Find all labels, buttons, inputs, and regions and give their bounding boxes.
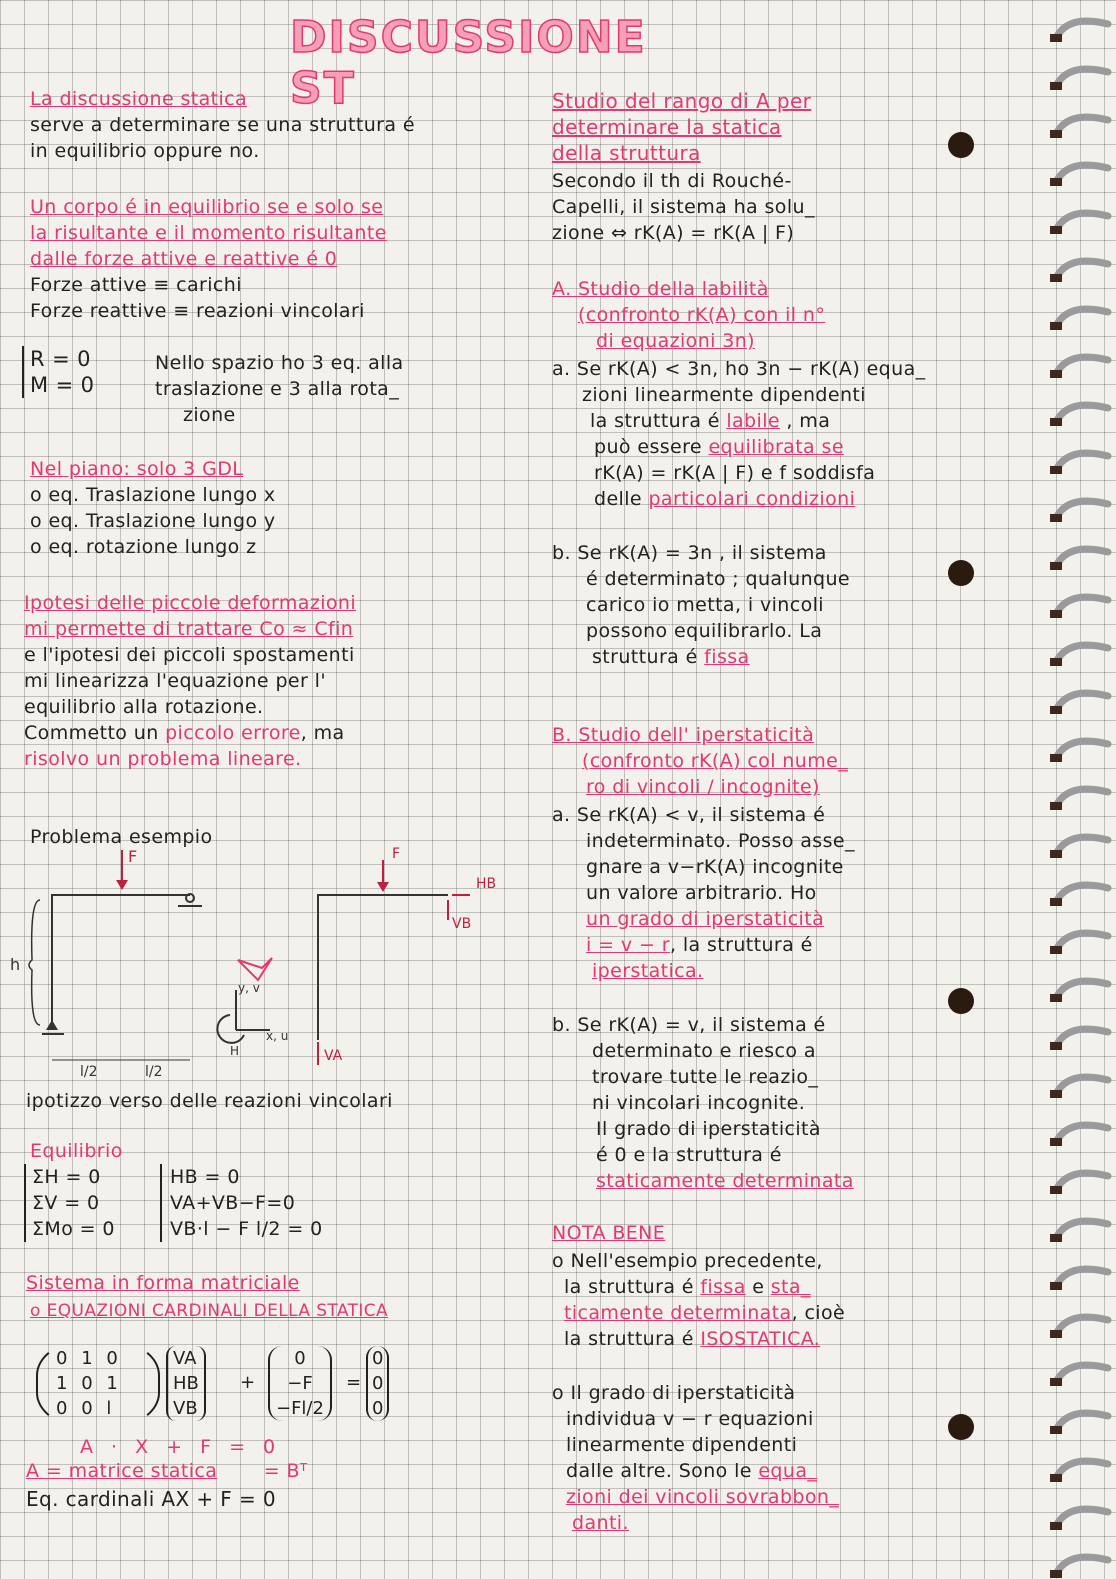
nota-bene-item-1: o Nell'esempio precedente, la struttura é fissa e sta_ ticamente determinata, cioè la struttura é ISOSTATICA.	[552, 1250, 846, 1350]
text-line: individua v − r equazioni	[566, 1408, 814, 1430]
plane-heading: Nel piano: solo 3 GDL	[30, 458, 244, 480]
force-label-2: F	[392, 846, 401, 862]
spiral-hole	[1050, 514, 1062, 522]
hyperstatic-case-b	[552, 1012, 972, 1194]
spiral-hole	[1050, 1282, 1062, 1290]
span-label-1: l/2	[80, 1064, 98, 1080]
spiral-coil	[1056, 837, 1108, 854]
vector-cell: VA	[173, 1348, 197, 1369]
hyperstatic-heading	[552, 722, 992, 800]
matrix-cell: 0	[81, 1398, 97, 1419]
text-line: ni vincolari incognite.	[592, 1092, 806, 1114]
spiral-coil	[1056, 645, 1108, 662]
text-span: equilibrata se	[708, 436, 844, 458]
binder-hole	[948, 560, 974, 586]
spiral-hole	[1050, 994, 1062, 1002]
page-title: DISCUSSIONE ST	[290, 12, 647, 114]
spiral-hole	[1050, 658, 1062, 666]
text-line: gnare a v−rK(A) incognite	[586, 856, 844, 878]
text-span: piccolo errore	[165, 722, 301, 744]
spiral-hole	[1050, 130, 1062, 138]
spiral-coil	[1056, 741, 1108, 758]
spiral-coil	[1056, 1029, 1108, 1046]
text-span: Nell'esempio precedente,	[570, 1250, 823, 1272]
spiral-hole	[1050, 898, 1062, 906]
static-discussion-block	[30, 86, 530, 164]
spiral-hole	[1050, 1234, 1062, 1242]
text-line: determinato e riesco a	[592, 1040, 816, 1062]
text-span: delle	[594, 488, 649, 510]
matrix-equation	[28, 1340, 388, 1430]
spiral-coil	[1056, 1557, 1108, 1574]
text-line: Ipotesi delle piccole deformazioni	[24, 592, 357, 614]
spiral-hole	[1050, 1522, 1062, 1530]
plane-section	[30, 456, 530, 560]
text-line: b. Se rK(A) = 3n , il sistema	[552, 542, 827, 564]
spiral-coil	[1056, 357, 1108, 374]
spiral-hole	[1050, 706, 1062, 714]
text-line: staticamente determinata	[596, 1170, 854, 1192]
spiral-hole	[1050, 1570, 1062, 1578]
hb-label: HB	[476, 876, 497, 892]
plus-sign: +	[240, 1372, 256, 1393]
transpose-label: = Bᵀ	[263, 1460, 308, 1482]
spiral-coil	[1056, 549, 1108, 566]
lability-case-a	[552, 356, 1012, 512]
text-span: particolari condizioni	[648, 488, 856, 510]
text-line: é determinato ; qualunque	[586, 568, 851, 590]
spiral-hole	[1050, 1186, 1062, 1194]
eq-r: R = 0	[22, 346, 142, 372]
text-line: zioni linearmente dipendenti	[582, 384, 866, 406]
spiral-coil	[1056, 309, 1108, 326]
spiral-hole	[1050, 1090, 1062, 1098]
equilibrium-definition	[30, 194, 530, 272]
text-line: Studio del rango di A per	[552, 89, 812, 113]
text-line: zione ⇔ rK(A) = rK(A | F)	[552, 222, 795, 244]
spiral-hole	[1050, 1474, 1062, 1482]
rank-heading	[552, 88, 992, 166]
text-line: carico io metta, i vincoli	[586, 594, 824, 616]
spiral-coil	[1056, 981, 1108, 998]
binder-hole	[948, 1414, 974, 1440]
text-line: ro di vincoli / incognite)	[586, 776, 820, 798]
spiral-coil	[1056, 117, 1108, 134]
text-line: in equilibrio oppure no.	[30, 140, 260, 162]
structure-figure	[0, 840, 540, 1100]
matrix-cell: l	[106, 1398, 116, 1419]
text-span: ticamente determinata	[564, 1302, 792, 1324]
static-discussion-heading: La discussione statica	[30, 88, 248, 110]
equilibrium-system	[22, 346, 142, 398]
spiral-hole	[1050, 82, 1062, 90]
spiral-coil	[1056, 1173, 1108, 1190]
spiral-hole	[1050, 226, 1062, 234]
load-arrowhead-2-icon	[377, 882, 389, 892]
text-line: Secondo il th di Rouché-	[552, 170, 792, 192]
text-span: Il grado di iperstaticità	[570, 1382, 796, 1404]
static-matrix-line	[26, 1458, 308, 1484]
equation: VB·l − F l/2 = 0	[170, 1218, 323, 1240]
forces-definition	[30, 272, 530, 324]
text-span: la struttura é	[564, 1276, 701, 1298]
text-span: dalle altre. Sono le	[566, 1460, 759, 1482]
matrix-cell: 1	[56, 1373, 72, 1394]
text-span: , cioè	[791, 1302, 846, 1324]
text-line: un grado di iperstaticità	[586, 908, 825, 930]
text-line: dalle forze attive e reattive é 0	[30, 248, 338, 270]
matrix-cell: 0	[81, 1373, 97, 1394]
equation: ΣH = 0	[32, 1166, 101, 1188]
spiral-hole	[1050, 946, 1062, 954]
vector-cell: VB	[173, 1398, 198, 1419]
text-line: la risultante e il momento risultante	[30, 222, 387, 244]
spiral-coil	[1056, 885, 1108, 902]
nota-bene-item-2: o Il grado di iperstaticità individua v − r equazioni linearmente dipendenti dalle altre. Sono le equa_ zioni dei vincoli sovrabbon_ danti.	[552, 1380, 952, 1536]
spiral-coil	[1056, 405, 1108, 422]
spiral-coil	[1056, 261, 1108, 278]
text-line: A. Studio della labilità	[552, 278, 769, 300]
spiral-binding	[1048, 0, 1116, 1579]
spiral-hole	[1050, 322, 1062, 330]
force-label: F	[128, 847, 138, 866]
text-line: risolvo un problema lineare.	[24, 748, 302, 770]
matrix-cell: 0	[56, 1348, 72, 1369]
list-item: o eq. Traslazione lungo y	[30, 508, 530, 534]
spiral-coil	[1056, 693, 1108, 710]
spiral-hole	[1050, 34, 1062, 42]
text-line: Capelli, il sistema ha solu_	[552, 196, 815, 218]
x-axis-label: x, u	[266, 1029, 289, 1043]
text-line: é 0 e la struttura é	[596, 1144, 782, 1166]
spiral-hole	[1050, 1042, 1062, 1050]
spiral-hole	[1050, 178, 1062, 186]
text-line: rK(A) = rK(A | F) e f soddisfa	[594, 462, 876, 484]
fixed-support-icon	[46, 1020, 58, 1030]
spiral-hole	[1050, 1138, 1062, 1146]
height-brace	[29, 900, 40, 1025]
binder-hole	[948, 132, 974, 158]
cardinal-equation: Eq. cardinali AX + F = 0	[26, 1487, 276, 1511]
text-line: iperstatica.	[592, 960, 704, 982]
spiral-coil	[1056, 1125, 1108, 1142]
equilibrium-heading: Equilibrio	[30, 1140, 123, 1162]
spiral-hole	[1050, 418, 1062, 426]
text-line: zione	[183, 404, 236, 426]
vector-cell: 0	[372, 1373, 384, 1394]
fixed-term: fissa	[704, 646, 750, 668]
spiral-hole	[1050, 850, 1062, 858]
text-line: un valore arbitrario. Ho	[586, 882, 817, 904]
rotation-arrow-icon	[217, 1015, 244, 1043]
spiral-coil	[1056, 1413, 1108, 1430]
spiral-hole	[1050, 1330, 1062, 1338]
text-line: mi permette di trattare Co ≈ Cfin	[24, 618, 354, 640]
lability-heading	[552, 276, 992, 354]
text-line: Forze reattive ≡ reazioni vincolari	[30, 300, 365, 322]
text-line: della struttura	[552, 141, 701, 165]
equilibrium-eq-left	[24, 1164, 142, 1242]
small-deformation-hypothesis	[24, 590, 529, 772]
equation: ΣMo = 0	[32, 1218, 115, 1240]
text-line: Forze attive ≡ carichi	[30, 274, 242, 296]
vector-F	[268, 1346, 332, 1421]
text-line: trovare tutte le reazio_	[592, 1066, 819, 1088]
spiral-coil	[1056, 165, 1108, 182]
spiral-coil	[1056, 453, 1108, 470]
text-span: Commetto un	[24, 722, 166, 744]
text-line: di equazioni 3n)	[596, 330, 755, 352]
labile-term: labile	[726, 410, 780, 432]
text-span: fissa	[700, 1276, 746, 1298]
text-line: indeterminato. Posso asse_	[586, 830, 855, 852]
matrix-cell: 0	[106, 1348, 122, 1369]
text-line: (confronto rK(A) col nume_	[582, 750, 849, 772]
text-line: Nello spazio ho 3 eq. alla	[155, 352, 404, 374]
equation: ΣV = 0	[32, 1192, 100, 1214]
text-line: Un corpo é in equilibrio se e solo se	[30, 196, 384, 218]
matrix-heading: Sistema in forma matriciale	[26, 1272, 300, 1294]
spiral-coil	[1056, 501, 1108, 518]
vb-label: VB	[452, 916, 472, 932]
equilibrium-eq-right	[160, 1164, 370, 1242]
equals-sign: =	[346, 1372, 362, 1393]
nota-bene-heading: NOTA BENE	[552, 1222, 666, 1244]
text-line: b. Se rK(A) = v, il sistema é	[552, 1014, 826, 1036]
vector-cell: HB	[173, 1373, 199, 1394]
y-axis-label: y, v	[238, 981, 260, 995]
height-label: h	[10, 955, 21, 974]
text-span: , ma	[779, 410, 831, 432]
example-label: Problema esempio	[30, 826, 213, 848]
equation: HB = 0	[170, 1166, 240, 1188]
text-span: , ma	[300, 722, 345, 744]
spiral-coil	[1056, 69, 1108, 86]
static-matrix-label: A = matrice statica	[26, 1460, 218, 1482]
spiral-coil	[1056, 1365, 1108, 1382]
symbolic-equation: A · X + F = 0	[80, 1436, 282, 1458]
vector-cell: −F	[287, 1373, 313, 1394]
spiral-hole	[1050, 562, 1062, 570]
reaction-caption: ipotizzo verso delle reazioni vincolari	[26, 1090, 393, 1112]
isostatic-term: ISOSTATICA.	[700, 1328, 821, 1350]
text-line: e l'ipotesi dei piccoli spostamenti	[24, 644, 355, 666]
spiral-coil	[1056, 1317, 1108, 1334]
text-line: equilibrio alla rotazione.	[24, 696, 264, 718]
spiral-coil	[1056, 1509, 1108, 1526]
spiral-hole	[1050, 466, 1062, 474]
binder-hole	[948, 988, 974, 1014]
spiral-coil	[1056, 1221, 1108, 1238]
eq-m: M = 0	[22, 372, 142, 398]
text-span: la struttura é	[564, 1328, 701, 1350]
spiral-coil	[1056, 213, 1108, 230]
text-line: mi linearizza l'equazione per l'	[24, 670, 326, 692]
text-span: i = v − r	[586, 934, 670, 956]
matrix-subheading-text: EQUAZIONI CARDINALI DELLA STATICA	[46, 1301, 389, 1321]
load-arrowhead-icon	[116, 880, 128, 890]
spiral-coil	[1056, 933, 1108, 950]
text-line: determinare la statica	[552, 115, 782, 139]
lability-case-b	[552, 540, 952, 670]
hyperstatic-case-a	[552, 802, 972, 984]
list-item: o eq. Traslazione lungo x	[30, 482, 530, 508]
matrix-subheading: o EQUAZIONI CARDINALI DELLA STATICA	[30, 1301, 389, 1321]
text-line: Il grado di iperstaticità	[596, 1118, 821, 1140]
spiral-coil	[1056, 597, 1108, 614]
matrix-cell: 0	[56, 1398, 72, 1419]
vector-X	[166, 1346, 206, 1421]
spiral-hole	[1050, 370, 1062, 378]
matrix-cell: 1	[106, 1373, 122, 1394]
spiral-hole	[1050, 274, 1062, 282]
text-span: , la struttura é	[669, 934, 813, 956]
text-line: serve a determinare se una struttura é	[30, 114, 415, 136]
text-line: traslazione e 3 alla rota_	[155, 378, 400, 400]
matrix-cell: 1	[81, 1348, 97, 1369]
text-span: struttura é	[592, 646, 705, 668]
text-span: può essere	[594, 436, 709, 458]
text-line: a. Se rK(A) < v, il sistema é	[552, 804, 826, 826]
spiral-hole	[1050, 802, 1062, 810]
rouche-capelli	[552, 168, 992, 246]
spiral-hole	[1050, 1426, 1062, 1434]
vector-zero	[366, 1346, 389, 1421]
spiral-coil	[1056, 1269, 1108, 1286]
vector-cell: 0	[294, 1348, 306, 1369]
list-item: o eq. rotazione lungo z	[30, 534, 530, 560]
text-span: la struttura é	[590, 410, 727, 432]
equation: VA+VB−F=0	[170, 1192, 296, 1214]
matrix-A	[56, 1346, 122, 1421]
text-line: a. Se rK(A) < 3n, ho 3n − rK(A) equa_	[552, 358, 926, 380]
text-span: sta_	[770, 1276, 811, 1298]
spiral-hole	[1050, 610, 1062, 618]
space-note	[155, 350, 525, 428]
spiral-hole	[1050, 1378, 1062, 1386]
text-line: zioni dei vincoli sovrabbon_	[566, 1486, 840, 1508]
text-span: e	[745, 1276, 771, 1298]
spiral-hole	[1050, 754, 1062, 762]
pink-arrow-icon	[238, 958, 272, 980]
text-line: B. Studio dell' iperstaticità	[552, 724, 815, 746]
text-line: linearmente dipendenti	[566, 1434, 798, 1456]
text-line: danti.	[572, 1512, 629, 1534]
moment-label: H	[230, 1044, 240, 1058]
text-line: possono equilibrarlo. La	[586, 620, 823, 642]
spiral-coil	[1056, 1077, 1108, 1094]
vector-cell: 0	[372, 1348, 384, 1369]
frame-beam	[52, 895, 190, 1030]
span-label-2: l/2	[145, 1064, 163, 1080]
freebody-frame	[318, 895, 448, 1040]
spiral-coil	[1056, 1461, 1108, 1478]
vector-cell: −Fl/2	[276, 1398, 324, 1419]
spiral-coil	[1056, 21, 1108, 38]
spiral-coil	[1056, 789, 1108, 806]
va-label: VA	[324, 1048, 343, 1064]
vector-cell: 0	[372, 1398, 384, 1419]
text-span: equa_	[758, 1460, 818, 1482]
text-line: (confronto rK(A) con il n°	[578, 304, 826, 326]
